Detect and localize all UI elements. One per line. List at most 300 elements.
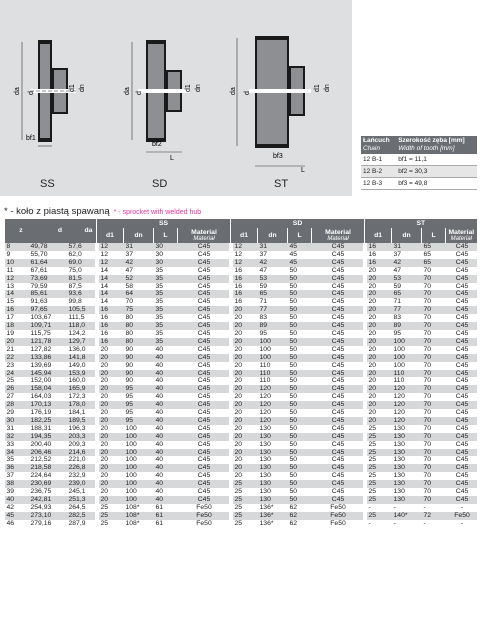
table-cell: 12 [97, 259, 124, 267]
table-cell: 14 [97, 275, 124, 283]
table-cell: 61 [154, 504, 178, 512]
table-cell: 35 [5, 456, 29, 464]
table-cell: 38 [5, 480, 29, 488]
table-cell: 20 [231, 338, 258, 346]
table-cell: 120 [392, 393, 422, 401]
table-cell: Fe50 [178, 512, 231, 520]
table-cell: 50 [288, 314, 312, 322]
table-cell: 136,0 [67, 346, 97, 354]
table-cell: 40 [154, 433, 178, 441]
table-cell: 130 [392, 441, 422, 449]
table-cell: 39 [5, 488, 29, 496]
st-da-label: da [230, 87, 237, 95]
table-cell: 72 [422, 512, 446, 520]
table-row [5, 251, 477, 259]
ss-drawing [0, 0, 110, 180]
table-cell: 20 [365, 370, 392, 378]
table-cell: 214,6 [67, 449, 97, 457]
table-cell: 118,0 [67, 322, 97, 330]
table-cell: 130 [258, 425, 288, 433]
table-cell: 21 [5, 346, 29, 354]
table-cell: 59 [258, 283, 288, 291]
table-cell: 14 [97, 290, 124, 298]
table-cell: 50 [288, 441, 312, 449]
table-cell: 200,40 [29, 441, 67, 449]
table-cell: C45 [312, 377, 365, 385]
table-cell: 120 [258, 401, 288, 409]
sd-da-label: da [124, 87, 131, 95]
table-cell: C45 [312, 409, 365, 417]
table-cell: 100 [124, 464, 154, 472]
table-cell: C45 [178, 290, 231, 298]
table-cell: 25 [365, 449, 392, 457]
table-row [5, 298, 477, 306]
table-cell: 35 [154, 306, 178, 314]
table-cell: 100 [392, 346, 422, 354]
table-cell: 28 [5, 401, 29, 409]
table-cell: 50 [288, 362, 312, 370]
table-cell: 20 [365, 409, 392, 417]
table-cell: C45 [178, 275, 231, 283]
table-cell: 20 [231, 314, 258, 322]
st-l-label: L [301, 167, 305, 174]
table-cell: 178,0 [67, 401, 97, 409]
table-cell: 50 [288, 377, 312, 385]
table-cell: 70 [422, 401, 446, 409]
table-cell: C45 [446, 433, 477, 441]
table-cell: 95 [124, 385, 154, 393]
table-cell: 40 [154, 464, 178, 472]
table-cell: 70 [422, 275, 446, 283]
table-cell: 30 [154, 251, 178, 259]
table-cell: 20 [365, 283, 392, 291]
table-cell: 282,5 [67, 512, 97, 520]
table-cell: 20 [365, 298, 392, 306]
table-cell: 129,7 [67, 338, 97, 346]
drawings-panel [0, 0, 352, 196]
table-cell: 35 [154, 330, 178, 338]
table-cell: 65 [392, 290, 422, 298]
table-cell: 50 [288, 393, 312, 401]
table-cell: 20 [231, 417, 258, 425]
table-cell: 251,3 [67, 496, 97, 504]
chain-cell: 12 B-2 [361, 166, 396, 178]
sprocket-data-table [4, 219, 476, 528]
table-cell: 73,69 [29, 275, 67, 283]
table-cell: 95 [124, 409, 154, 417]
table-cell: 90 [124, 370, 154, 378]
table-cell: 19 [5, 330, 29, 338]
table-cell: 100 [124, 488, 154, 496]
table-cell: C45 [312, 370, 365, 378]
table-cell: 27 [5, 393, 29, 401]
table-cell: 140* [392, 512, 422, 520]
table-cell: 16 [5, 306, 29, 314]
table-cell: 188,31 [29, 425, 67, 433]
table-cell: 80 [124, 314, 154, 322]
table-cell: 40 [154, 385, 178, 393]
table-cell: 20 [97, 456, 124, 464]
table-cell: C45 [312, 425, 365, 433]
table-cell: 30 [5, 417, 29, 425]
table-cell: C45 [312, 306, 365, 314]
table-cell: 160,0 [67, 377, 97, 385]
table-cell: 40 [154, 393, 178, 401]
table-cell: 70 [422, 283, 446, 291]
table-cell: 16 [97, 322, 124, 330]
table-cell: 12 [5, 275, 29, 283]
table-cell: 64 [124, 290, 154, 298]
table-cell: 25 [97, 520, 124, 528]
welded-hub-note [4, 206, 201, 217]
table-cell: 254,93 [29, 504, 67, 512]
table-cell: 100 [258, 354, 288, 362]
table-cell: 20 [97, 346, 124, 354]
table-cell: 20 [365, 417, 392, 425]
table-cell: C45 [312, 393, 365, 401]
table-cell: C45 [178, 370, 231, 378]
table-cell: 20 [97, 409, 124, 417]
width-header: Szerokość zęba [mm] Width of tooth [mm] [396, 136, 477, 154]
table-cell: C45 [178, 409, 231, 417]
table-cell: 9 [5, 251, 29, 259]
table-cell: 65 [422, 251, 446, 259]
table-row [5, 456, 477, 464]
table-cell: 70 [124, 298, 154, 306]
table-cell: 16 [97, 314, 124, 322]
table-cell: 279,16 [29, 520, 67, 528]
table-cell: 25 [365, 433, 392, 441]
st-dn-label: dn [324, 84, 331, 92]
table-cell: 12 [231, 251, 258, 259]
table-cell: Fe50 [178, 504, 231, 512]
width-cell: bf1 = 11,1 [396, 154, 477, 166]
table-cell: C45 [178, 354, 231, 362]
table-cell: 100 [124, 449, 154, 457]
table-cell: - [392, 504, 422, 512]
table-cell: 20 [231, 385, 258, 393]
table-cell: 50 [288, 472, 312, 480]
table-cell: 90 [124, 362, 154, 370]
table-cell: 209,3 [67, 441, 97, 449]
table-cell: 20 [97, 393, 124, 401]
table-cell: 12 [97, 251, 124, 259]
table-cell: C45 [446, 290, 477, 298]
table-cell: 53 [392, 275, 422, 283]
table-cell: 50 [288, 401, 312, 409]
table-cell: C45 [446, 283, 477, 291]
table-cell: 47 [124, 267, 154, 275]
table-cell: 50 [288, 338, 312, 346]
table-cell: 70 [422, 488, 446, 496]
table-cell: C45 [178, 338, 231, 346]
table-cell: 80 [124, 338, 154, 346]
table-cell: 58 [124, 283, 154, 291]
table-cell: 120 [392, 417, 422, 425]
table-cell: 20 [231, 330, 258, 338]
table-cell: 25 [231, 520, 258, 528]
table-cell: 100 [124, 496, 154, 504]
table-cell: C45 [312, 330, 365, 338]
table-cell: 20 [231, 449, 258, 457]
table-cell: C45 [446, 449, 477, 457]
table-cell: 65 [258, 290, 288, 298]
table-cell: 20 [97, 464, 124, 472]
table-cell: 95 [124, 401, 154, 409]
table-cell: 25 [365, 480, 392, 488]
table-cell: C45 [446, 362, 477, 370]
table-cell: C45 [312, 480, 365, 488]
table-cell: 70 [422, 298, 446, 306]
table-cell: 110 [392, 370, 422, 378]
table-cell: 20 [231, 441, 258, 449]
table-cell: 70 [422, 417, 446, 425]
table-cell: 20 [231, 306, 258, 314]
col-material-0: Material Materiał [178, 228, 231, 243]
table-cell: 14 [97, 283, 124, 291]
table-cell: 50 [288, 480, 312, 488]
table-cell: 35 [154, 298, 178, 306]
table-cell: C45 [446, 456, 477, 464]
table-cell: 11 [5, 267, 29, 275]
table-row [5, 385, 477, 393]
table-cell: 120 [258, 393, 288, 401]
sd-d1-label: d1 [185, 84, 192, 92]
table-cell: 20 [231, 354, 258, 362]
table-cell: 50 [288, 433, 312, 441]
table-cell: 100 [392, 362, 422, 370]
table-cell: 70 [422, 472, 446, 480]
table-cell: 42 [5, 504, 29, 512]
table-cell: 20 [231, 377, 258, 385]
table-row [5, 275, 477, 283]
table-cell: 100 [124, 441, 154, 449]
table-cell: 127,82 [29, 346, 67, 354]
table-cell: 50 [288, 290, 312, 298]
sd-l-label: L [170, 155, 174, 162]
table-cell: 16 [231, 275, 258, 283]
table-cell: 13 [5, 283, 29, 291]
table-cell: 273,10 [29, 512, 67, 520]
chain-cell: 12 B-3 [361, 178, 396, 190]
table-cell: 158,04 [29, 385, 67, 393]
col-d1-1: d1 [231, 228, 258, 243]
table-cell: 70 [422, 346, 446, 354]
table-cell: 25 [231, 480, 258, 488]
table-cell: C45 [446, 464, 477, 472]
table-cell: 20 [97, 472, 124, 480]
table-cell: 50 [288, 409, 312, 417]
width-cell: bf3 = 49,8 [396, 178, 477, 190]
ss-bf-label: bf1 [26, 135, 36, 142]
table-cell: 16 [231, 298, 258, 306]
table-cell: C45 [178, 472, 231, 480]
table-cell: 18 [5, 322, 29, 330]
table-cell: 81,5 [67, 275, 97, 283]
table-cell: 70 [422, 322, 446, 330]
table-cell: 70 [422, 433, 446, 441]
table-cell: 62 [288, 504, 312, 512]
table-cell: 165,9 [67, 385, 97, 393]
group-ss: SS [97, 219, 231, 228]
table-cell: 62,0 [67, 251, 97, 259]
table-cell: 16 [231, 283, 258, 291]
table-cell: 184,1 [67, 409, 97, 417]
table-cell: 70 [422, 496, 446, 504]
table-cell: 36 [5, 464, 29, 472]
table-cell: 108* [124, 504, 154, 512]
table-cell: 245,1 [67, 488, 97, 496]
table-cell: 100 [124, 425, 154, 433]
table-cell: 120 [258, 417, 288, 425]
table-cell: 20 [97, 480, 124, 488]
table-cell: 40 [154, 472, 178, 480]
table-cell: 20 [97, 425, 124, 433]
st-d1-label: d1 [314, 84, 321, 92]
table-cell: 70 [422, 385, 446, 393]
table-cell: 20 [231, 464, 258, 472]
table-row [5, 472, 477, 480]
table-cell: 130 [392, 480, 422, 488]
table-cell: 14 [5, 290, 29, 298]
table-cell: 20 [365, 275, 392, 283]
table-cell: 25 [365, 472, 392, 480]
table-cell: 47 [258, 267, 288, 275]
table-cell: 16 [231, 267, 258, 275]
table-cell: 20 [365, 267, 392, 275]
table-cell: 130 [392, 433, 422, 441]
col-d1-0: d1 [97, 228, 124, 243]
table-cell: 70 [422, 362, 446, 370]
table-cell: 100 [392, 354, 422, 362]
table-cell: 120 [258, 409, 288, 417]
table-cell: 20 [365, 393, 392, 401]
table-cell: 136* [258, 504, 288, 512]
table-cell: C45 [446, 441, 477, 449]
table-cell: 79,59 [29, 283, 67, 291]
table-cell: 110 [258, 370, 288, 378]
table-cell: 25 [365, 464, 392, 472]
group-st: ST [365, 219, 477, 228]
table-cell: 40 [154, 425, 178, 433]
table-cell: C45 [446, 417, 477, 425]
table-cell: 89 [392, 322, 422, 330]
table-cell: 20 [231, 425, 258, 433]
table-cell: 40 [154, 362, 178, 370]
table-cell: 105,5 [67, 306, 97, 314]
table-cell: 14 [97, 298, 124, 306]
table-cell: 35 [154, 267, 178, 275]
table-cell: C45 [446, 330, 477, 338]
table-row [5, 441, 477, 449]
table-cell: 20 [365, 338, 392, 346]
table-cell: 50 [288, 267, 312, 275]
table-cell: 20 [97, 441, 124, 449]
table-cell: 100 [258, 338, 288, 346]
ss-label: SS [40, 178, 55, 190]
table-cell: 47 [392, 267, 422, 275]
table-cell: 70 [422, 449, 446, 457]
table-cell: 97,65 [29, 306, 67, 314]
sd-d-label: d [136, 91, 143, 95]
table-cell: 55,70 [29, 251, 67, 259]
table-cell: 30 [154, 243, 178, 251]
table-cell: 16 [97, 330, 124, 338]
table-cell: C45 [312, 401, 365, 409]
table-cell: C45 [446, 306, 477, 314]
table-cell: - [365, 520, 392, 528]
table-cell: 31 [5, 425, 29, 433]
table-row [5, 377, 477, 385]
base-header: z d da [5, 219, 97, 243]
table-cell: 130 [258, 480, 288, 488]
table-cell: 50 [288, 456, 312, 464]
table-cell: 70 [422, 480, 446, 488]
table-cell: 40 [154, 441, 178, 449]
table-cell: 40 [154, 480, 178, 488]
table-cell: 139,69 [29, 362, 67, 370]
table-row [5, 401, 477, 409]
table-cell: C45 [178, 441, 231, 449]
table-row [5, 417, 477, 425]
table-cell: 20 [97, 401, 124, 409]
table-cell: C45 [178, 417, 231, 425]
table-cell: 32 [5, 433, 29, 441]
table-cell: 20 [97, 362, 124, 370]
table-cell: 130 [392, 488, 422, 496]
table-cell: C45 [178, 251, 231, 259]
table-cell: 20 [231, 433, 258, 441]
table-cell: 40 [154, 456, 178, 464]
table-cell: C45 [312, 314, 365, 322]
table-row [5, 520, 477, 528]
table-cell: C45 [446, 251, 477, 259]
table-cell: 80 [124, 330, 154, 338]
table-cell: 242,81 [29, 496, 67, 504]
table-cell: 31 [258, 243, 288, 251]
table-cell: 124,2 [67, 330, 97, 338]
table-cell: C45 [178, 298, 231, 306]
table-cell: 100 [124, 456, 154, 464]
table-cell: C45 [446, 267, 477, 275]
table-cell: 115,75 [29, 330, 67, 338]
table-cell: 45 [5, 512, 29, 520]
table-cell: 77 [392, 306, 422, 314]
table-cell: 40 [154, 409, 178, 417]
table-cell: 20 [231, 456, 258, 464]
table-cell: 70 [422, 330, 446, 338]
table-cell: 130 [258, 449, 288, 457]
table-row [5, 362, 477, 370]
table-cell: 20 [231, 409, 258, 417]
table-cell: 20 [5, 338, 29, 346]
table-cell: 194,35 [29, 433, 67, 441]
table-cell: Fe50 [446, 512, 477, 520]
table-cell: 130 [392, 496, 422, 504]
table-cell: Fe50 [312, 520, 365, 528]
table-cell: 136* [258, 512, 288, 520]
table-cell: 17 [5, 314, 29, 322]
table-cell: 130 [258, 433, 288, 441]
table-cell: Fe50 [312, 504, 365, 512]
table-cell: 37 [392, 251, 422, 259]
table-cell: 50 [288, 275, 312, 283]
table-cell: 20 [231, 370, 258, 378]
table-cell: C45 [178, 306, 231, 314]
table-row [5, 346, 477, 354]
table-row [5, 504, 477, 512]
table-cell: - [392, 520, 422, 528]
